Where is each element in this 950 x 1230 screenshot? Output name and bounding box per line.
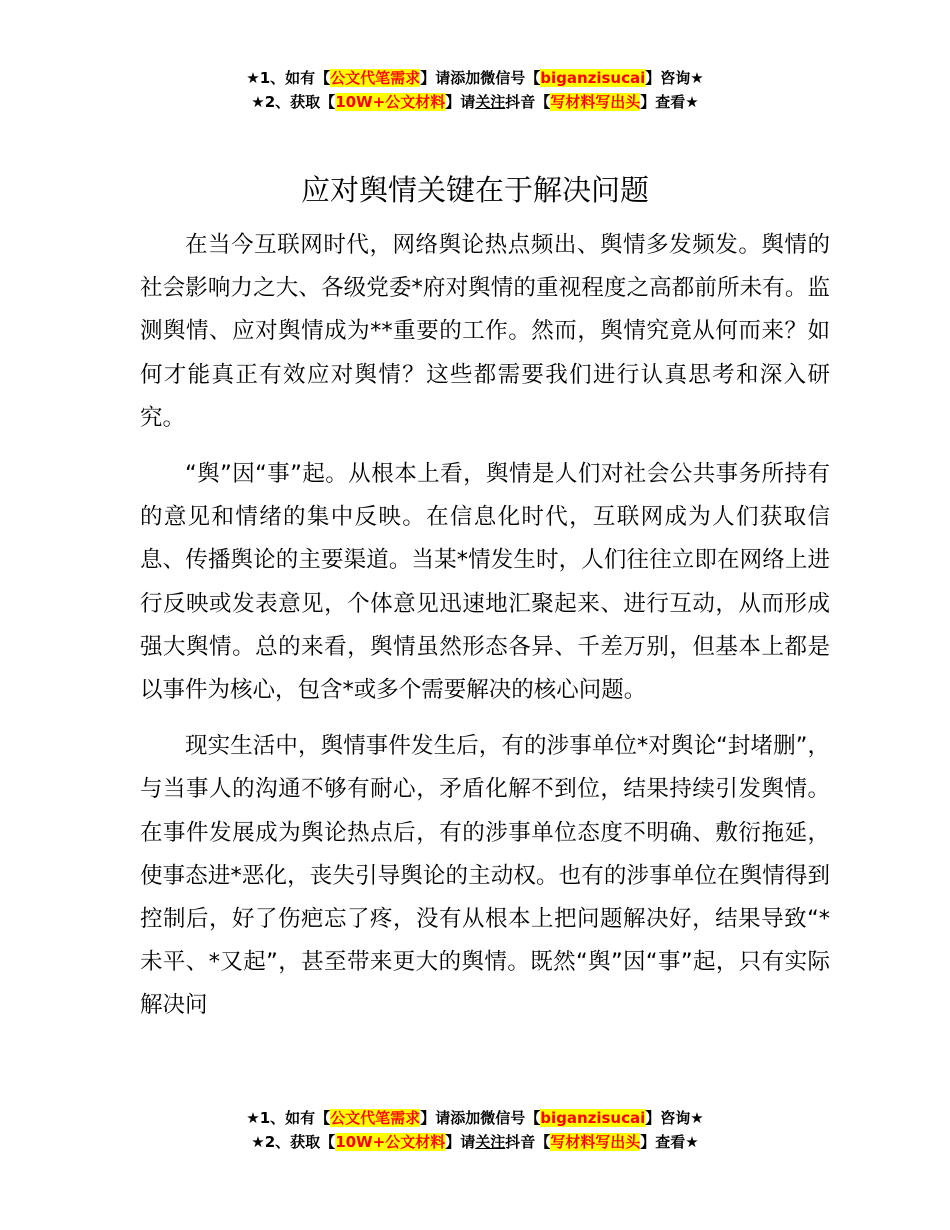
promo-header	[0, 66, 950, 114]
document-title: 应对舆情关键在于解决问题	[300, 173, 649, 207]
promo-line-2: ★2、获取【10W+公文材料】请关注抖音【写材料写出头】查看★	[251, 1133, 699, 1151]
highlight-service: 公文代笔需求	[330, 69, 421, 87]
underline-follow: 关注	[475, 1133, 506, 1151]
promo-line-1: ★1、如有【公文代笔需求】请添加微信号【biganzisucai】咨询★	[246, 1109, 704, 1127]
highlight-account: 写材料写出头	[550, 93, 641, 111]
highlight-wechat-id: biganzisucai	[540, 69, 646, 87]
paragraph: 在当今互联网时代，网络舆论热点频出、舆情多发频发。舆情的社会影响力之大、各级党委*府对舆情的重视程度之高都前所未有。监测舆情、应对舆情成为**重要的工作。然而，舆情究竟从何而来？如何才能真正有效应对舆情？这些都需要我们进行认真思考和深入研究。	[140, 232, 830, 431]
paragraph: “舆”因“事”起。从根本上看，舆情是人们对社会公共事务所持有的意见和情绪的集中反映。在信息化时代，互联网成为人们获取信息、传播舆论的主要渠道。当某*情发生时，人们往往立即在网络上进行反映或发表意见，个体意见迅速地汇聚起来、进行互动，从而形成强大舆情。总的来看，舆情虽然形态各异、千差万别，但基本上都是以事件为核心，包含*或多个需要解决的核心问题。	[140, 461, 830, 704]
highlight-materials: 10W+公文材料	[335, 1133, 446, 1151]
highlight-service: 公文代笔需求	[330, 1109, 421, 1127]
underline-follow: 关注	[475, 93, 506, 111]
document-body	[140, 224, 830, 1041]
promo-footer	[0, 1106, 950, 1154]
promo-line-1: ★1、如有【公文代笔需求】请添加微信号【biganzisucai】咨询★	[246, 69, 704, 87]
highlight-wechat-id: biganzisucai	[540, 1109, 646, 1127]
paragraph: 现实生活中，舆情事件发生后，有的涉事单位*对舆论“封堵删”，与当事人的沟通不够有耐心，矛盾化解不到位，结果持续引发舆情。在事件发展成为舆论热点后，有的涉事单位态度不明确、敷衍拖延，使事态进*恶化，丧失引导舆论的主动权。也有的涉事单位在舆情得到控制后，好了伤疤忘了疼，没有从根本上把问题解决好，结果导致“*未平、*又起”，甚至带来更大的舆情。既然“舆”因“事”起，只有实际解决问	[140, 733, 830, 1019]
highlight-materials: 10W+公文材料	[335, 93, 446, 111]
promo-line-2: ★2、获取【10W+公文材料】请关注抖音【写材料写出头】查看★	[251, 93, 699, 111]
highlight-account: 写材料写出头	[550, 1133, 641, 1151]
